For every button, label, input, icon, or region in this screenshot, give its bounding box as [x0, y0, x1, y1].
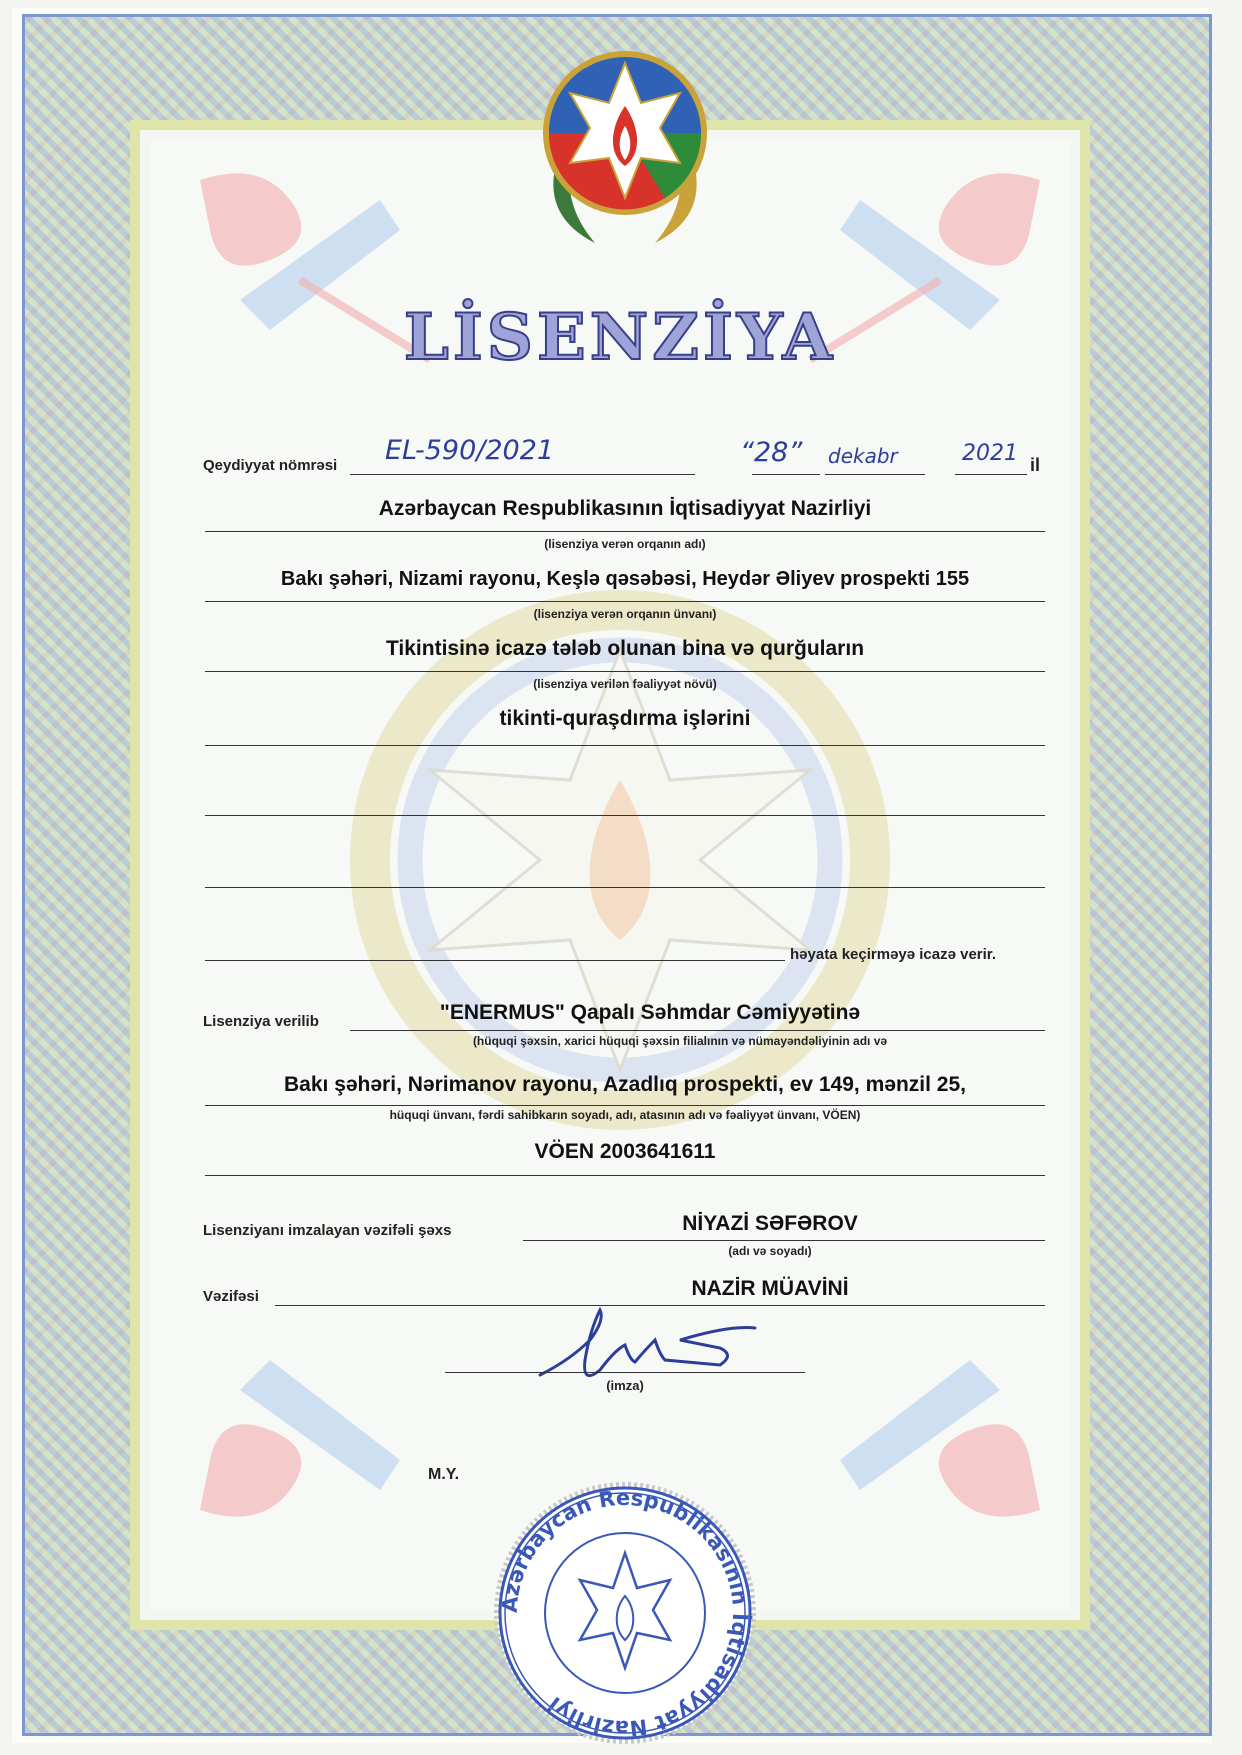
licensee-address: Bakı şəhəri, Nərimanov rayonu, Azadlıq prospekti, ev 149, mənzil 25, — [284, 1073, 966, 1096]
signature-line — [445, 1372, 805, 1373]
signature-caption: (imza) — [606, 1378, 644, 1393]
issuer-name: Azərbaycan Respublikasının İqtisadiyyat Nazirliyi — [378, 497, 872, 520]
date-suffix: il — [1030, 455, 1041, 475]
issuer-address-caption: (lisenziya verən orqanın ünvanı) — [533, 607, 717, 621]
blank-line — [205, 960, 785, 961]
position-label: Vəzifəsi — [203, 1288, 259, 1305]
registration-number: EL-590/2021 — [385, 435, 555, 466]
corner-ornament-icon — [180, 1300, 440, 1530]
date-year: 2021 — [962, 441, 1018, 466]
issued-to-label: Lisenziya verilib — [203, 1013, 319, 1030]
issuer-name-line — [205, 531, 1045, 532]
date-month: dekabr — [828, 444, 898, 468]
signatory-line — [523, 1240, 1045, 1241]
date-year-line — [955, 474, 1027, 475]
document-title: LİSENZİYA — [403, 300, 837, 375]
stamp-seal-icon — [475, 1478, 775, 1748]
signatory-caption: (adı və soyadı) — [728, 1244, 812, 1258]
stamp-text: Azərbaycan Respublikasının İqtisadiyyat Nazirliyi — [497, 1485, 753, 1741]
issuer-name-caption: (lisenziya verən orqanın adı) — [544, 537, 706, 551]
position-value: NAZİR MÜAVİNİ — [691, 1277, 849, 1300]
signatory-name: NİYAZİ SƏFƏROV — [682, 1212, 858, 1235]
issuer-address-line — [205, 601, 1045, 602]
tax-id: VÖEN 2003641611 — [534, 1140, 716, 1163]
licensee-address-line — [205, 1105, 1045, 1106]
licensee-line — [350, 1030, 1045, 1031]
corner-ornament-icon — [800, 1300, 1060, 1530]
issuer-address: Bakı şəhəri, Nizami rayonu, Keşlə qəsəbəsi, Heydər Əliyev prospekti 155 — [280, 568, 970, 590]
tax-id-line — [205, 1175, 1045, 1176]
date-day-line — [752, 474, 820, 475]
registration-label: Qeydiyyat nömrəsi — [203, 457, 338, 474]
date-month-line — [825, 474, 925, 475]
licensee-caption-1: (hüquqi şəxsin, xarici hüquqi şəxsin filialının və nümayəndəliyinin adı və — [472, 1034, 888, 1048]
activity-line-2: tikinti-quraşdırma işlərini — [499, 707, 751, 730]
signatory-label: Lisenziyanı imzalayan vəzifəli şəxs — [203, 1222, 452, 1239]
activity-line-1: Tikintisinə icazə tələb olunan bina və qurğuların — [385, 637, 865, 660]
seal-place-label: M.Y. — [428, 1466, 460, 1483]
activity-line-1-rule — [205, 671, 1045, 672]
activity-caption: (lisenziya verilən fəaliyyət növü) — [533, 677, 717, 691]
activity-line-2-rule — [205, 745, 1045, 746]
watermark-emblem-icon — [340, 580, 900, 1140]
blank-line — [205, 887, 1045, 888]
blank-line — [205, 815, 1045, 816]
date-day: “28” — [740, 437, 803, 468]
state-emblem-icon — [525, 48, 725, 248]
registration-line — [350, 474, 695, 475]
licensee-name: "ENERMUS" Qapalı Səhmdar Cəmiyyətinə — [439, 1001, 861, 1024]
licensee-caption-2: hüquqi ünvanı, fərdi sahibkarın soyadı, adı, atasının adı və fəaliyyət ünvanı, VÖEN) — [389, 1108, 861, 1122]
permission-text: həyata keçirməyə icazə verir. — [790, 946, 996, 963]
